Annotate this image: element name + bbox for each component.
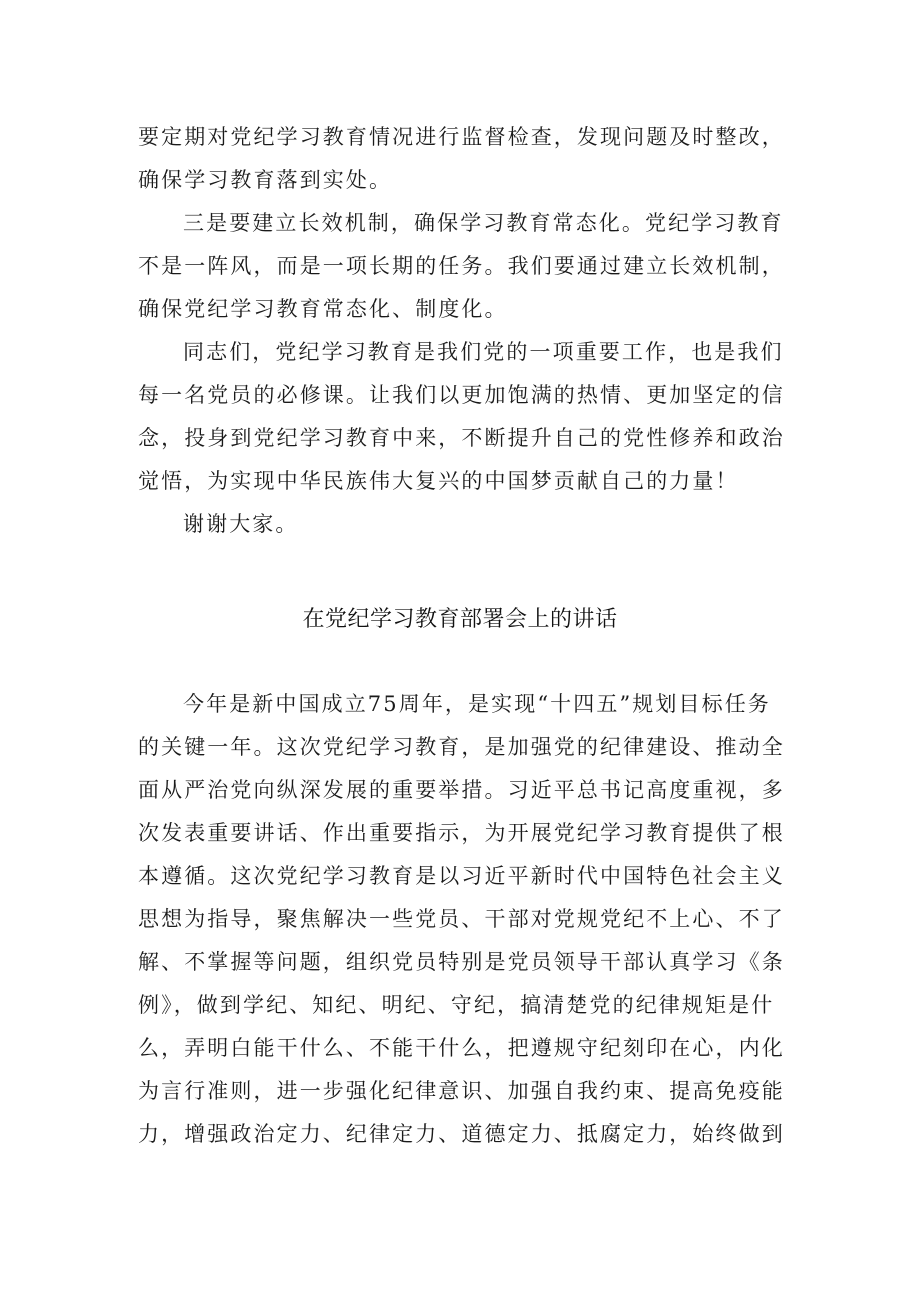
- paragraph-line: 不是一阵风，而是一项长期的任务。我们要通过建立长效机制，: [138, 254, 785, 278]
- paragraph-line: 三是要建立长效机制，确保学习教育常态化。党纪学习教育: [183, 211, 784, 235]
- paragraph-line: 思想为指导，聚焦解决一些党员、干部对党规党纪不上心、不了: [138, 907, 785, 931]
- paragraph-line: 今年是新中国成立75周年，是实现“十四五”规划目标任务: [183, 692, 771, 716]
- paragraph-line: 觉悟，为实现中华民族伟大复兴的中国梦贡献自己的力量！: [138, 469, 739, 493]
- paragraph-line: 解、不掌握等问题，组织党员特别是党员领导干部认真学习《条: [138, 950, 785, 974]
- paragraph-line: 确保学习教育落到实处。: [138, 168, 393, 192]
- closing-line: 谢谢大家。: [183, 512, 299, 536]
- paragraph-line: 念，投身到党纪学习教育中来，不断提升自己的党性修养和政治: [138, 426, 785, 450]
- paragraph-line: 次发表重要讲话、作出重要指示，为开展党纪学习教育提供了根: [138, 821, 785, 845]
- paragraph-line: 面从严治党向纵深发展的重要举措。习近平总书记高度重视，多: [138, 778, 785, 802]
- paragraph-line: 每一名党员的必修课。让我们以更加饱满的热情、更加坚定的信: [138, 383, 785, 407]
- paragraph-line: 么，弄明白能干什么、不能干什么，把遵规守纪刻印在心，内化: [138, 1036, 785, 1060]
- paragraph-line: 同志们，党纪学习教育是我们党的一项重要工作，也是我们: [183, 340, 784, 364]
- paragraph-line: 要定期对党纪学习教育情况进行监督检查，发现问题及时整改，: [138, 125, 785, 149]
- paragraph-line: 的关键一年。这次党纪学习教育，是加强党的纪律建设、推动全: [138, 735, 785, 759]
- paragraph-line: 确保党纪学习教育常态化、制度化。: [138, 297, 508, 321]
- speech-ending-section: [138, 116, 798, 546]
- speech-body-section: [138, 683, 798, 1156]
- paragraph-line: 为言行准则，进一步强化纪律意识、加强自我约束、提高免疫能: [138, 1079, 785, 1103]
- paragraph-line: 例》，做到学纪、知纪、明纪、守纪，搞清楚党的纪律规矩是什: [138, 993, 775, 1017]
- paragraph-line: 本遵循。这次党纪学习教育是以习近平新时代中国特色社会主义: [138, 864, 785, 888]
- paragraph-line: 力，增强政治定力、纪律定力、道德定力、抵腐定力，始终做到: [138, 1122, 785, 1146]
- speech-title: 在党纪学习教育部署会上的讲话: [302, 607, 618, 632]
